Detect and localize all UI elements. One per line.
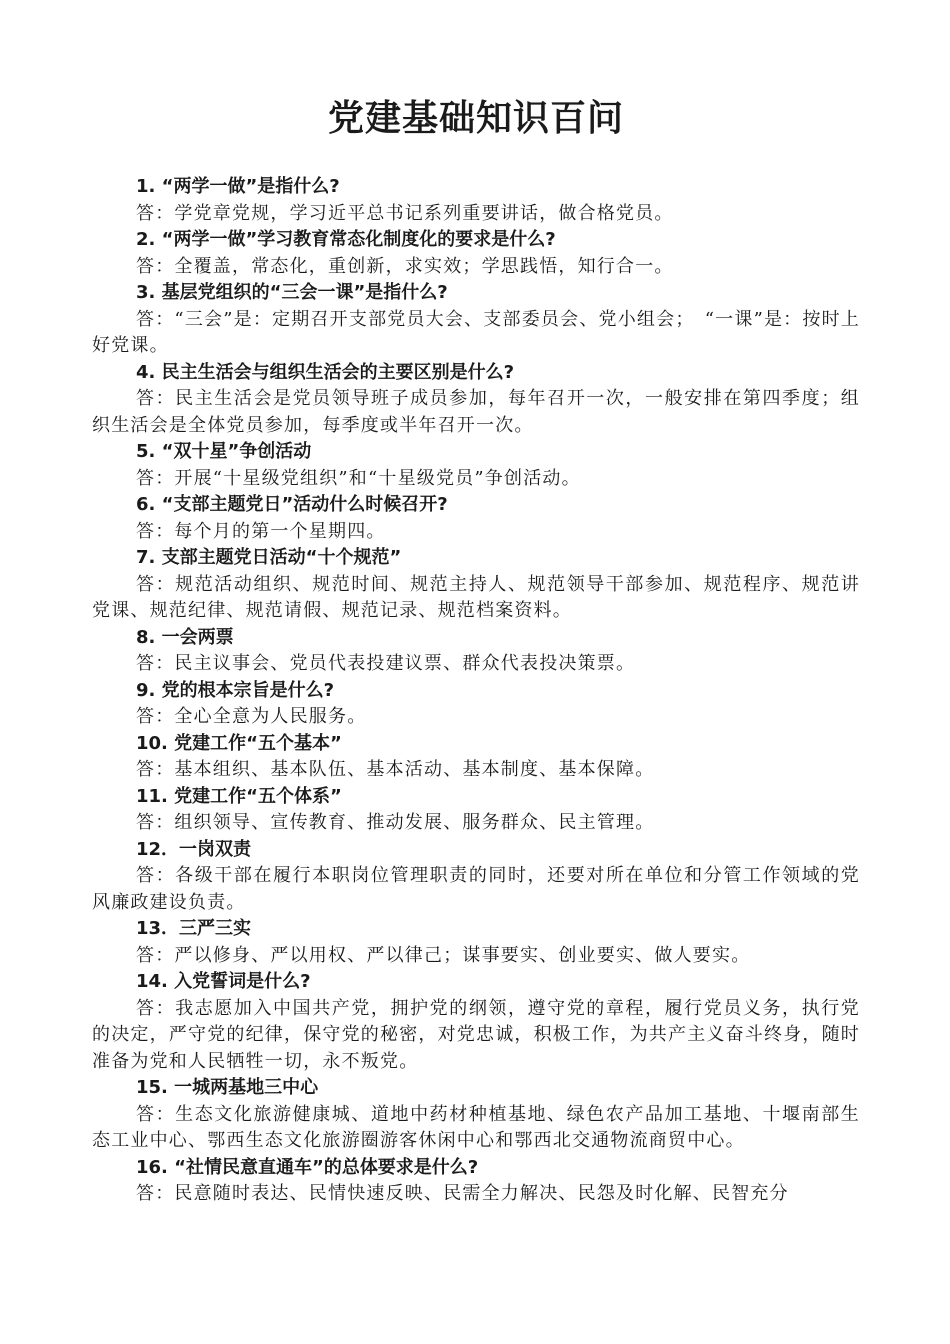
answer: 答：“三会”是：定期召开支部党员大会、支部委员会、党小组会； “一课”是：按时上好党课。: [92, 308, 860, 356]
qa-item-6: [92, 492, 860, 545]
question: 7. 支部主题党日活动“十个规范”: [136, 547, 402, 568]
question: 2. “两学一做”学习教育常态化制度化的要求是什么?: [136, 229, 556, 250]
answer: 答：民主议事会、党员代表投建议票、群众代表投决策票。: [136, 653, 636, 674]
answer: 答：基本组织、基本队伍、基本活动、基本制度、基本保障。: [136, 759, 655, 780]
question: 10. 党建工作“五个基本”: [136, 732, 342, 754]
answer: 答：学党章党规，学习近平总书记系列重要讲话，做合格党员。: [136, 202, 674, 224]
answer: 答：生态文化旅游健康城、道地中药材种植基地、绿色农产品加工基地、十堰南部生态工业中心、鄂西生态文化旅游圈游客休闲中心和鄂西北交通物流商贸中心。: [92, 1103, 860, 1151]
qa-item-15: [92, 1075, 860, 1155]
question: 15. 一城两基地三中心: [136, 1077, 319, 1098]
answer: 答：各级干部在履行本职岗位管理职责的同时，还要对所在单位和分管工作领域的党风廉政建设负责。: [92, 865, 860, 913]
question: 13．三严三实: [136, 918, 252, 939]
question: 5. “双十星”争创活动: [136, 441, 312, 462]
qa-item-10: [92, 731, 860, 784]
qa-item-11: [92, 784, 860, 837]
question: 14. 入党誓词是什么?: [136, 971, 311, 992]
qa-item-7: [92, 545, 860, 625]
question: 6. “支部主题党日”活动什么时候召开?: [136, 494, 448, 515]
document-page: [92, 96, 860, 1208]
answer: 答：组织领导、宣传教育、推动发展、服务群众、民主管理。: [136, 812, 655, 833]
qa-item-4: [92, 360, 860, 440]
qa-item-1: [92, 174, 860, 227]
qa-item-14: [92, 969, 860, 1075]
answer: 答：严以修身、严以用权、严以律己；谋事要实、创业要实、做人要实。: [136, 944, 751, 966]
qa-item-12: [92, 837, 860, 917]
answer: 答：规范活动组织、规范时间、规范主持人、规范领导干部参加、规范程序、规范讲党课、规范纪律、规范请假、规范记录、规范档案资料。: [92, 573, 860, 621]
qa-item-2: [92, 227, 860, 280]
question: 9. 党的根本宗旨是什么?: [136, 679, 335, 701]
question: 3. 基层党组织的“三会一课”是指什么?: [136, 282, 448, 303]
document-title: 党建基础知识百问: [327, 97, 624, 139]
qa-item-5: [92, 439, 860, 492]
question: 12．一岗双责: [136, 838, 252, 860]
answer: 答：全覆盖，常态化，重创新，求实效；学思践悟，知行合一。: [136, 255, 674, 277]
question: 16. “社情民意直通车”的总体要求是什么?: [136, 1156, 479, 1178]
question: 8. 一会两票: [136, 626, 234, 648]
answer: 答：全心全意为人民服务。: [136, 706, 367, 727]
qa-item-16: [92, 1155, 860, 1208]
answer: 答：开展“十星级党组织”和“十星级党员”争创活动。: [136, 467, 581, 489]
question: 4. 民主生活会与组织生活会的主要区别是什么?: [136, 361, 515, 383]
qa-item-8: [92, 625, 860, 678]
qa-item-3: [92, 280, 860, 360]
question: 11. 党建工作“五个体系”: [136, 785, 342, 807]
answer: 答：民主生活会是党员领导班子成员参加，每年召开一次，一般安排在第四季度；组织生活会是全体党员参加，每季度或半年召开一次。: [92, 388, 860, 436]
answer: 答：每个月的第一个星期四。: [136, 520, 386, 542]
qa-item-9: [92, 678, 860, 731]
answer: 答：民意随时表达、民情快速反映、民需全力解决、民怨及时化解、民智充分: [136, 1183, 789, 1204]
qa-item-13: [92, 916, 860, 969]
answer: 答：我志愿加入中国共产党，拥护党的纲领，遵守党的章程，履行党员义务，执行党的决定，严守党的纪律，保守党的秘密，对党忠诚，积极工作，为共产主义奋斗终身，随时准备为党和人民牺牲一切，永不叛党。: [92, 997, 860, 1072]
question: 1. “两学一做”是指什么?: [136, 176, 340, 197]
